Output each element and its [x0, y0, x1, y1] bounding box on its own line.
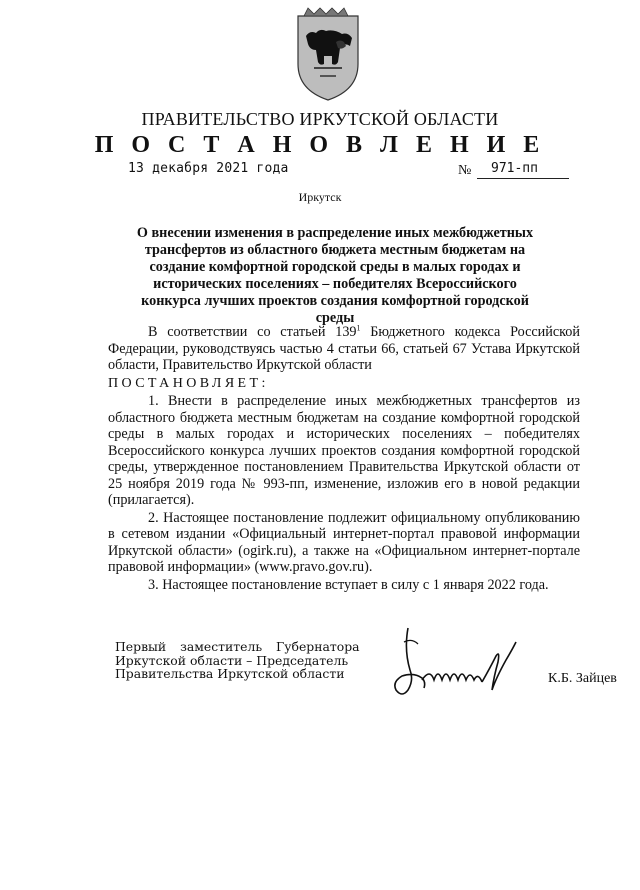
number-sign: №	[458, 163, 472, 178]
preamble-part2: Бюджетного кодекса Российской Федерации, руководствуясь частью 4 статьи 66, статьей 67 Устава Иркутской области, Правительство Иркутской области	[108, 324, 580, 373]
item-2: 2. Настоящее постановление подлежит официальному опубликованию в сетевом издании «Официальный интернет-портал правовой информации Иркутской области» (ogirk.ru), а также на «Официальном интернет-портале правовой информации» (www.pravo.gov.ru).	[108, 509, 580, 575]
signer-line-1: Первый заместитель Губернатора	[115, 639, 360, 654]
item-1: 1. Внести в распределение иных межбюджетных трансфертов из областного бюджета местным бюджетам на создание комфортной городской среды в малых городах и исторических поселениях – победителях Всероссийского конкурса лучших проектов создания комфортной городской среды, утвержденное постановлением Правительства Иркутской области от 25 ноября 2019 года № 993-пп, изменение, изложив его в новой редакции (прилагается).	[108, 393, 580, 508]
signer-position	[115, 639, 360, 681]
signer-line-3: Правительства Иркутской области	[115, 666, 345, 681]
document-title: О внесении изменения в распределение иных межбюджетных трансфертов из областного бюджета местным бюджетам на создание комфортной городской среды в малых городах и исторических поселениях – победителях Всероссийского конкурса лучших проектов создания комфортной городской среды	[136, 225, 534, 326]
document-number: 971-пп	[477, 161, 569, 179]
document-type: П О С Т А Н О В Л Е Н И Е	[94, 132, 546, 158]
item-3: 3. Настоящее постановление вступает в силу с 1 января 2022 года.	[148, 576, 549, 593]
signer-name: К.Б. Зайцев	[548, 671, 617, 686]
preamble-superscript: 1	[356, 323, 361, 333]
signer-line-2: Иркутской области – Председатель	[115, 652, 349, 668]
decrees-heading: ПОСТАНОВЛЯЕТ:	[108, 375, 269, 391]
preamble	[108, 324, 580, 374]
city-name: Иркутск	[298, 190, 342, 204]
handwritten-signature	[378, 620, 528, 710]
coat-of-arms-icon	[292, 6, 364, 104]
government-name: ПРАВИТЕЛЬСТВО ИРКУТСКОЙ ОБЛАСТИ	[141, 109, 499, 129]
preamble-part1: В соответствии со статьей 139	[148, 324, 357, 340]
document-body	[108, 324, 580, 593]
document-date: 13 декабря 2021 года	[128, 161, 289, 176]
